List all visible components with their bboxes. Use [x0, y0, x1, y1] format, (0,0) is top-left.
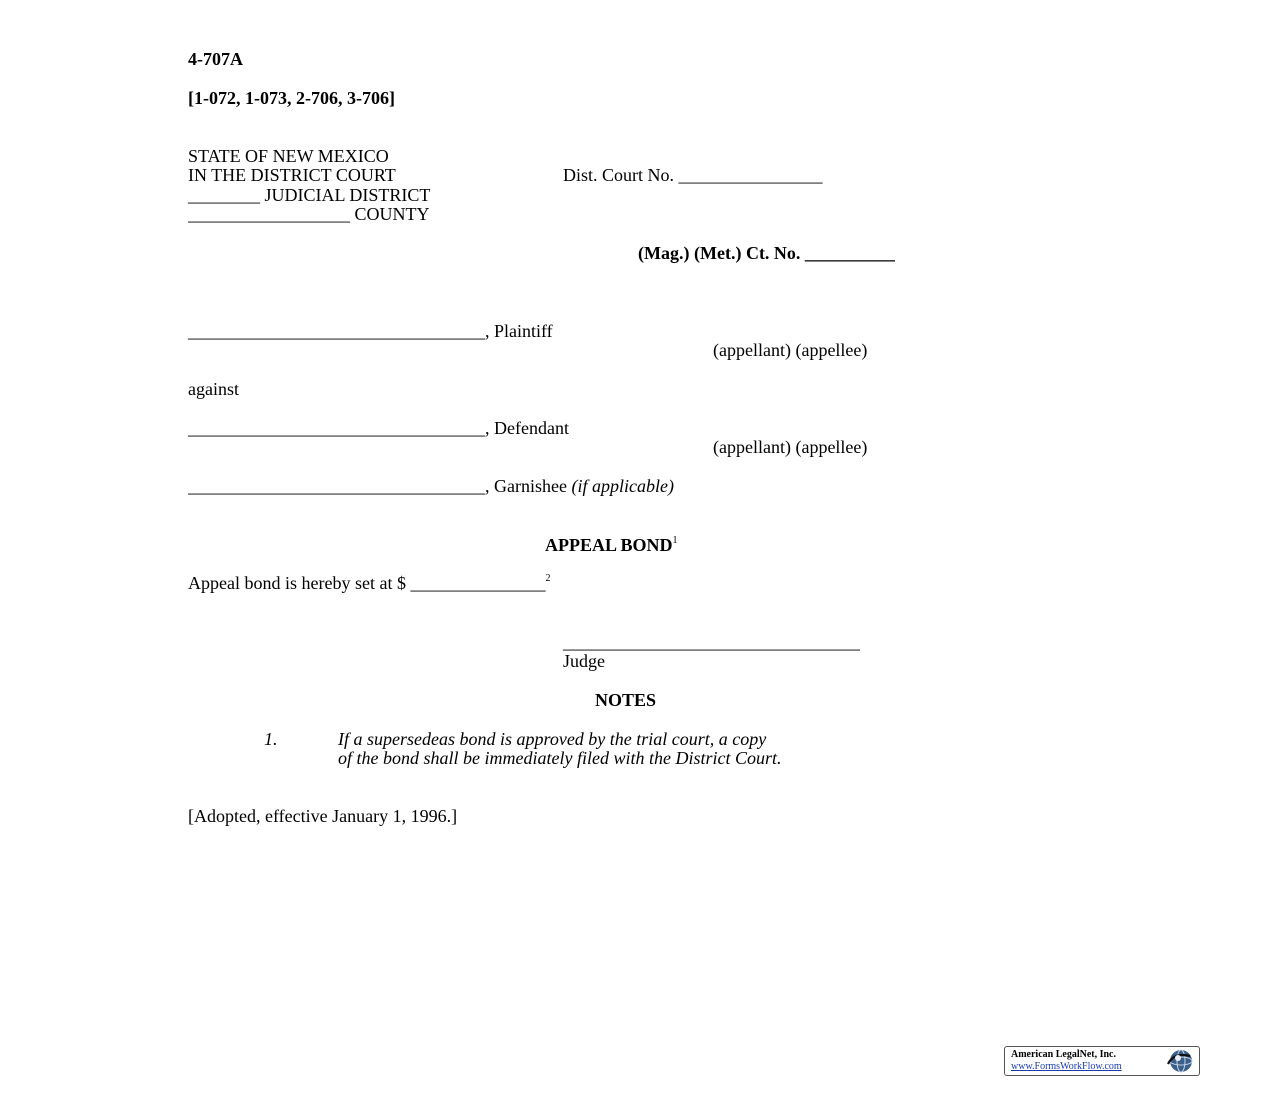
garnishee-note: (if applicable)	[571, 476, 674, 496]
footnote-ref-2: 2	[545, 573, 551, 584]
globe-icon	[1162, 1048, 1196, 1074]
caption-state: STATE OF NEW MEXICO	[188, 146, 389, 166]
defendant-role: (appellant) (appellee)	[713, 437, 868, 457]
note-text-line-2: of the bond shall be immediately filed with the District Court.	[338, 748, 782, 768]
logo-website-link[interactable]: www.FormsWorkFlow.com	[1011, 1061, 1122, 1072]
garnishee-field[interactable]	[188, 477, 674, 496]
note-number: 1.	[264, 729, 278, 749]
bond-amount-field[interactable]	[188, 574, 550, 593]
against-label: against	[188, 379, 239, 399]
adopted-note: [Adopted, effective January 1, 1996.]	[188, 806, 458, 826]
plaintiff-field[interactable]: _________________________________, Plaintiff	[188, 321, 553, 341]
county-field[interactable]: __________________ COUNTY	[188, 204, 430, 224]
footnote-ref-1: 1	[672, 535, 678, 546]
notes-heading: NOTES	[595, 690, 657, 710]
american-legalnet-logo[interactable]	[1004, 1046, 1200, 1076]
dist-court-no-field[interactable]: Dist. Court No. ________________	[563, 165, 823, 185]
plaintiff-role: (appellant) (appellee)	[713, 340, 868, 360]
document-title-text: APPEAL BOND	[545, 535, 673, 555]
caption-court: IN THE DISTRICT COURT	[188, 165, 396, 185]
mag-met-ct-no-field[interactable]: (Mag.) (Met.) Ct. No. __________	[638, 243, 895, 263]
judicial-district-field[interactable]: ________ JUDICIAL DISTRICT	[188, 185, 431, 205]
judge-label: Judge	[563, 651, 605, 671]
judge-signature-line[interactable]: _________________________________	[563, 632, 860, 652]
defendant-field[interactable]: _________________________________, Defendant	[188, 418, 569, 438]
document-title	[545, 536, 678, 555]
bond-amount-text: Appeal bond is hereby set at $ _______________	[188, 573, 546, 593]
form-number: 4-707A	[188, 49, 243, 69]
related-forms: [1-072, 1-073, 2-706, 3-706]	[188, 88, 395, 108]
garnishee-line: _________________________________, Garnishee	[188, 476, 572, 496]
note-text-line-1: If a supersedeas bond is approved by the trial court, a copy	[338, 729, 767, 749]
logo-company-name: American LegalNet, Inc.	[1011, 1049, 1116, 1060]
